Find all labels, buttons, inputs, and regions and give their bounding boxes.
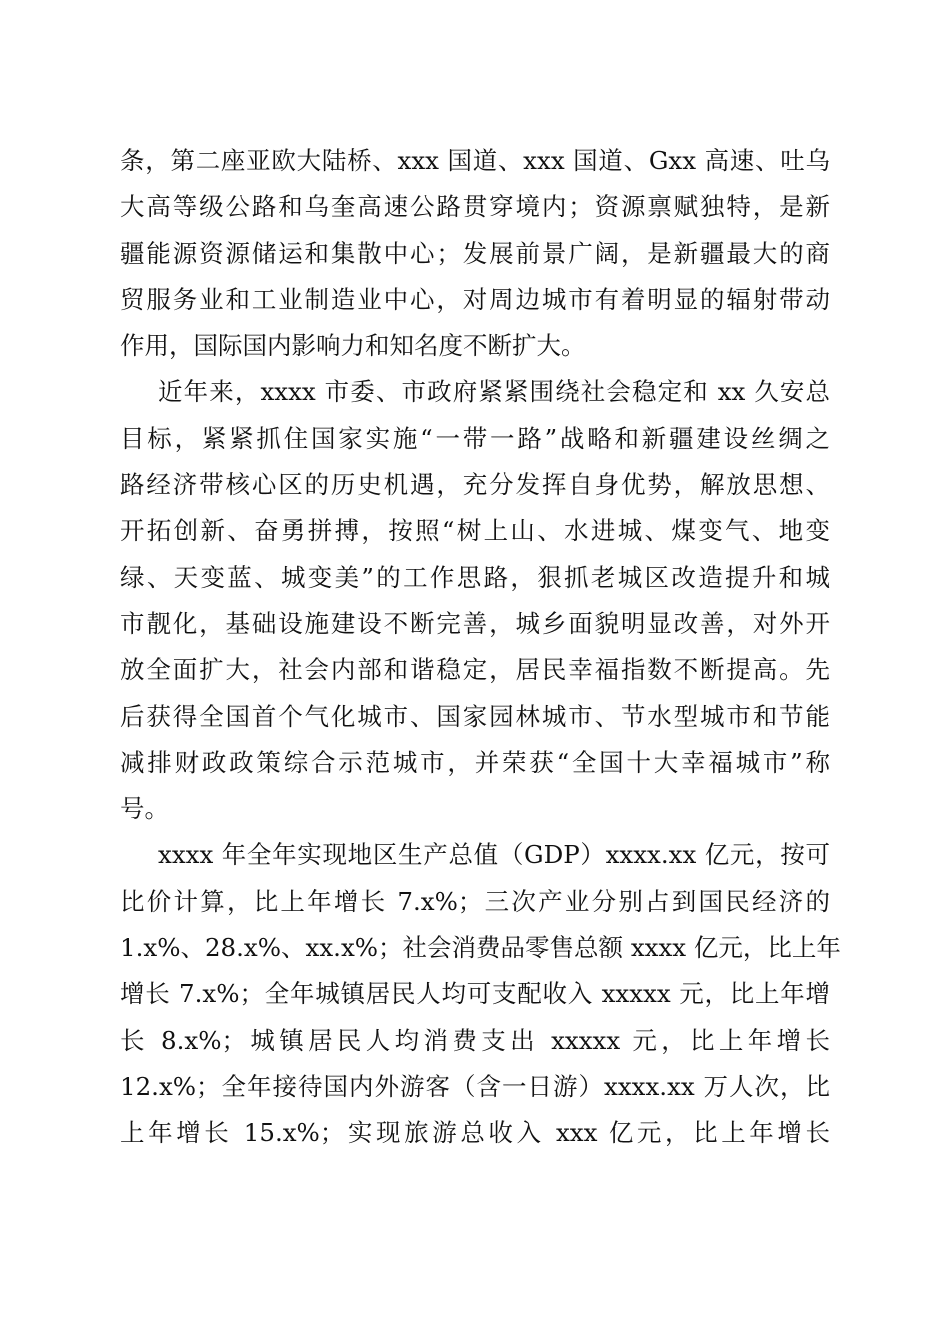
text-line: 1.x%、28.x%、xx.x%；社会消费品零售总额 xxxx 亿元，比上年 <box>120 933 841 963</box>
text-line: 路经济带核心区的历史机遇，充分发挥自身优势，解放思想、 <box>120 470 830 500</box>
text-line: 长 8.x%；城镇居民人均消费支出 xxxxx 元，比上年增长 <box>120 1025 830 1055</box>
text-line: 号。 <box>120 794 169 824</box>
text-line: 贸服务业和工业制造业中心，对周边城市有着明显的辐射带动 <box>120 284 830 314</box>
text-line: 近年来，xxxx 市委、市政府紧紧围绕社会稳定和 xx 久安总 <box>158 377 830 407</box>
text-line: 开拓创新、奋勇拼搏，按照“树上山、水进城、煤变气、地变 <box>120 516 830 546</box>
text-line: 放全面扩大，社会内部和谐稳定，居民幸福指数不断提高。先 <box>120 655 830 685</box>
text-line: 12.x%；全年接待国内外游客（含一日游）xxxx.xx 万人次，比 <box>120 1071 830 1101</box>
text-line: 市靓化，基础设施建设不断完善，城乡面貌明显改善，对外开 <box>120 608 830 638</box>
text-line: 大高等级公路和乌奎高速公路贯穿境内；资源禀赋独特，是新 <box>120 192 830 222</box>
text-line: 目标，紧紧抓住国家实施“一带一路”战略和新疆建设丝绸之 <box>120 423 830 453</box>
text-line: 减排财政政策综合示范城市，并荣获“全国十大幸福城市”称 <box>120 747 830 777</box>
text-line: 后获得全国首个气化城市、国家园林城市、节水型城市和节能 <box>120 701 830 731</box>
body-text <box>120 138 841 1157</box>
text-line: 比价计算，比上年增长 7.x%；三次产业分别占到国民经济的 <box>120 886 830 916</box>
text-line: 疆能源资源储运和集散中心；发展前景广阔，是新疆最大的商 <box>120 238 830 268</box>
text-line: 增长 7.x%；全年城镇居民人均可支配收入 xxxxx 元，比上年增 <box>120 979 830 1009</box>
text-line: 上年增长 15.x%；实现旅游总收入 xxx 亿元，比上年增长 <box>120 1118 830 1148</box>
text-line: 作用，国际国内影响力和知名度不断扩大。 <box>120 331 586 361</box>
text-line: 条，第二座亚欧大陆桥、xxx 国道、xxx 国道、Gxx 高速、吐乌 <box>120 146 830 175</box>
text-line: 绿、天变蓝、城变美”的工作思路，狠抓老城区改造提升和城 <box>120 562 830 592</box>
text-line: xxxx 年全年实现地区生产总值（GDP）xxxx.xx 亿元，按可 <box>158 840 830 870</box>
